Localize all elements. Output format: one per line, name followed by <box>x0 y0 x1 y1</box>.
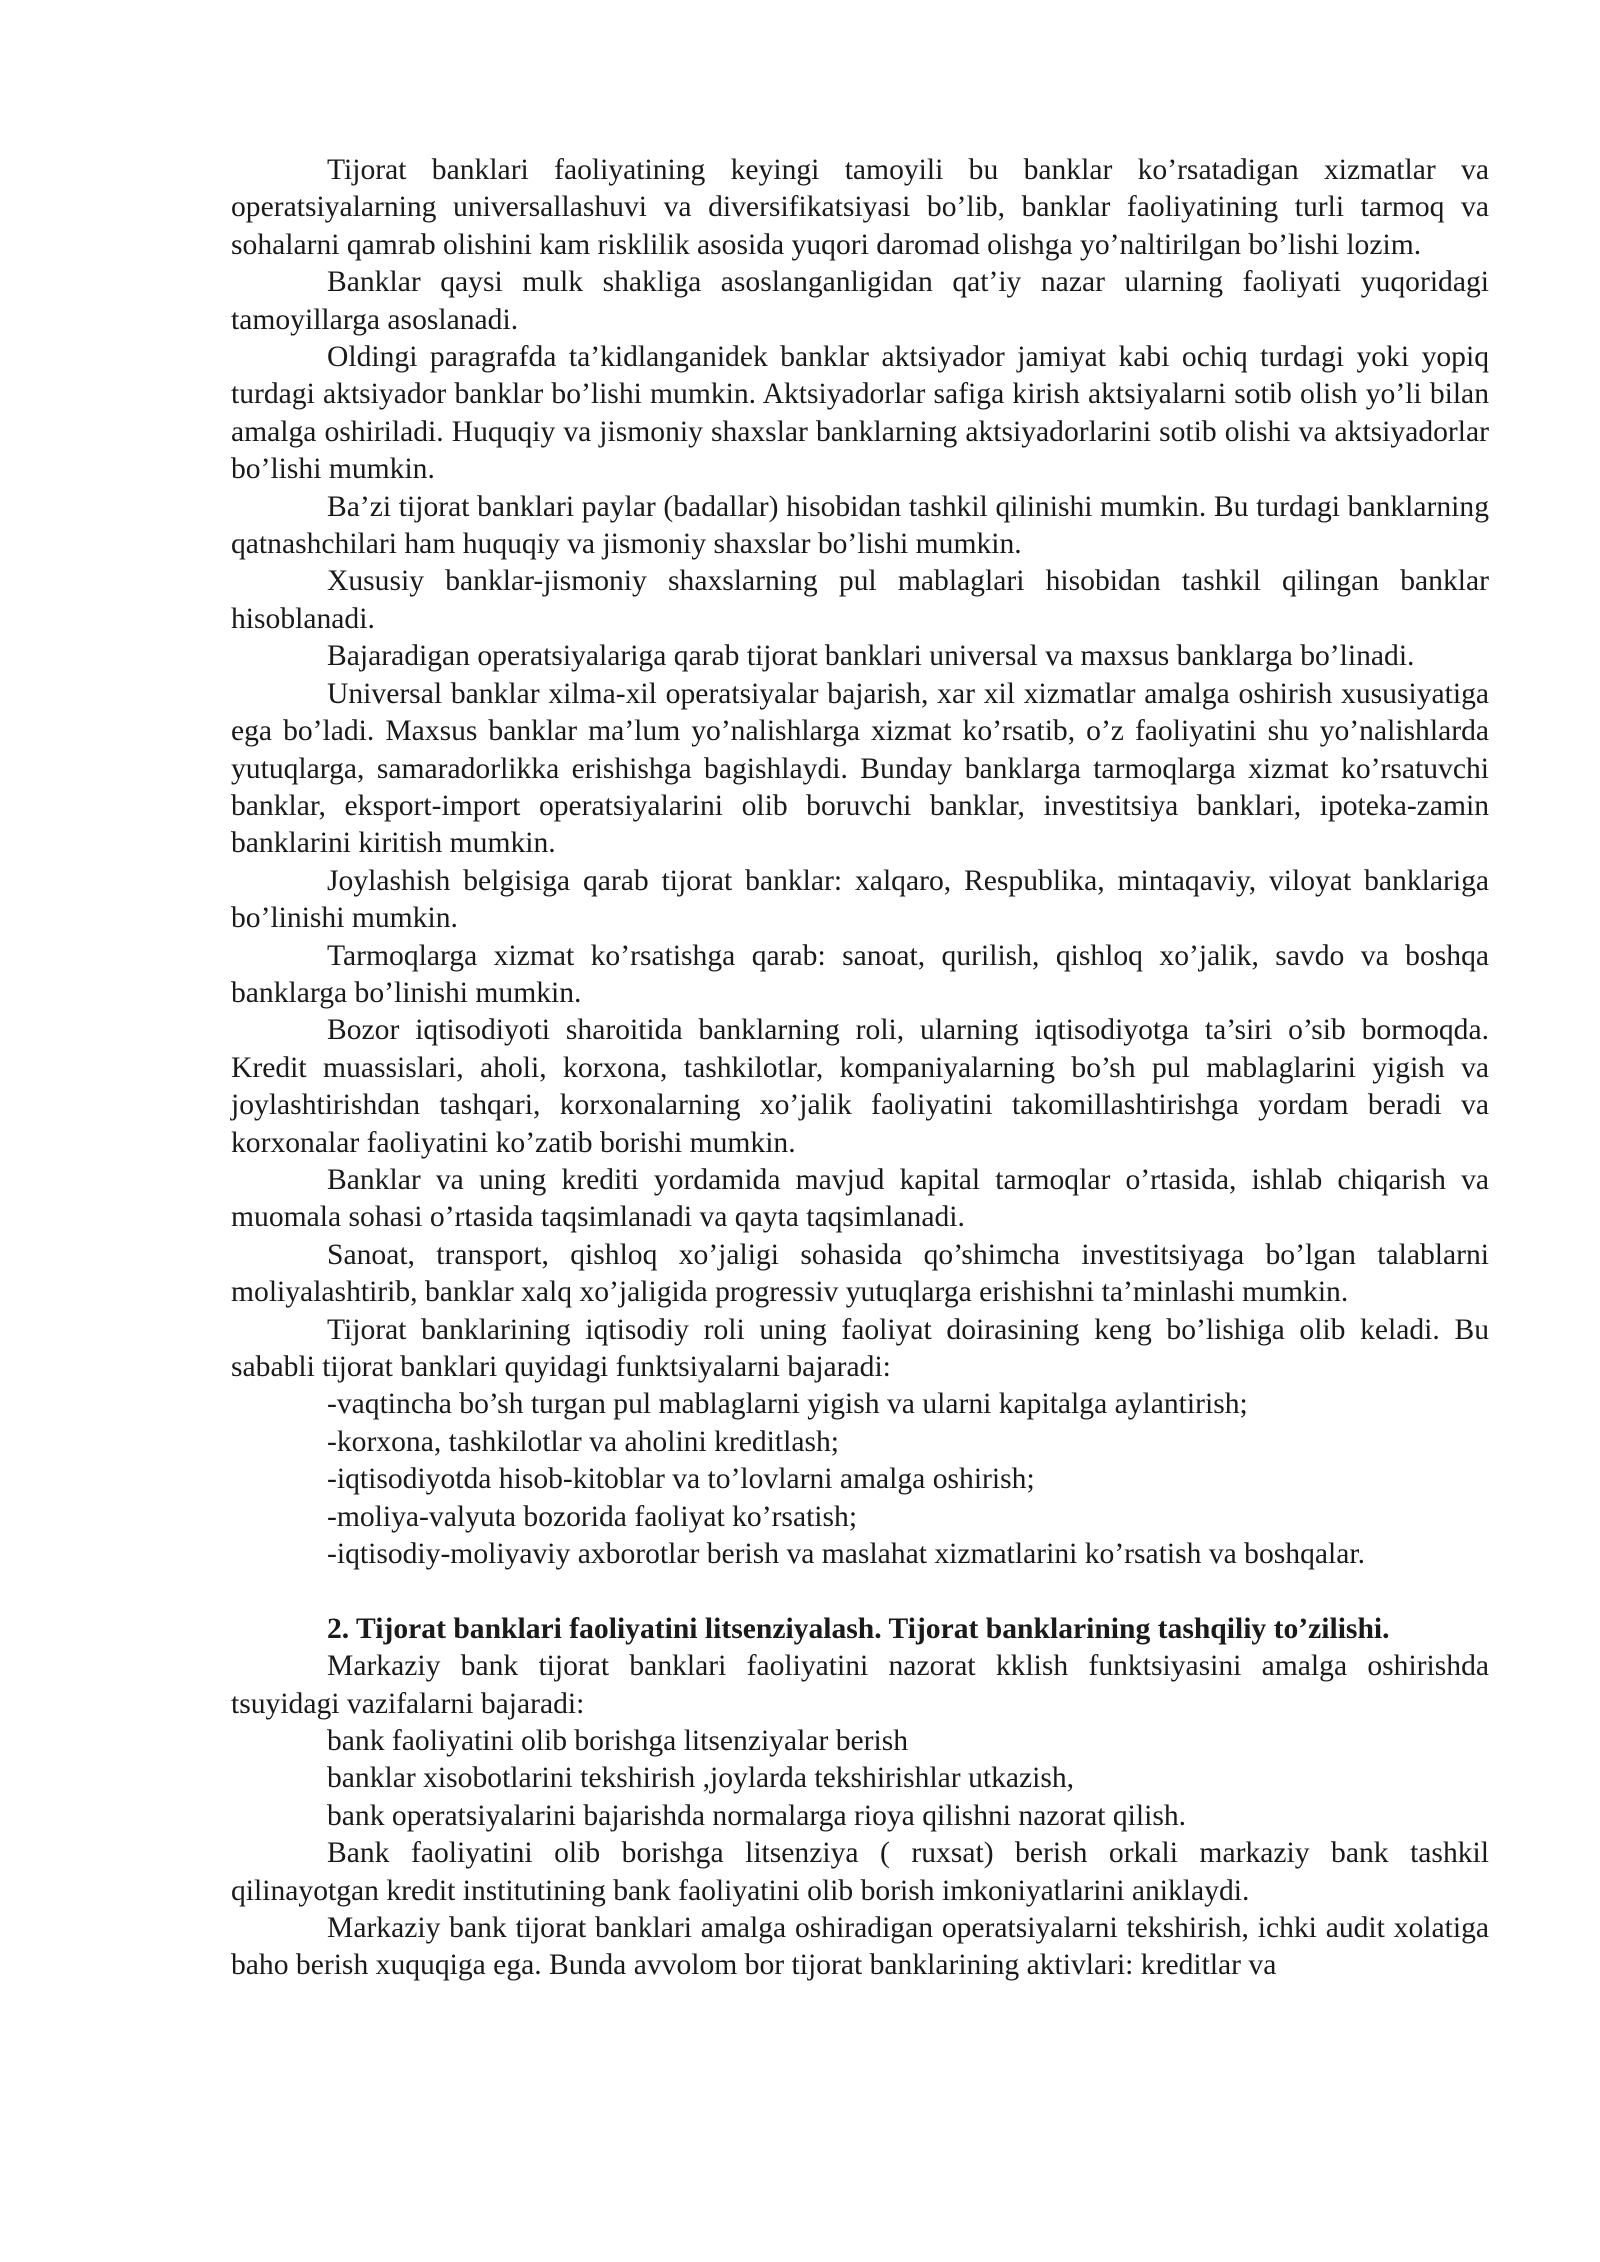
paragraph: Tarmoqlarga xizmat ko’rsatishga qarab: sanoat, qurilish, qishloq xo’jalik, savdo va boshqa banklarga bo’linishi mumkin. <box>231 939 1489 1009</box>
paragraph: Markaziy bank tijorat banklari faoliyatini nazorat kklish funktsiyasini amalga oshirishda tsuyidagi vazifalarni bajaradi: <box>231 1650 1489 1720</box>
paragraph: Bozor iqtisodiyoti sharoitida banklarning roli, ularning iqtisodiyotga ta’siri o’sib bormoqda. Kredit muassislari, aholi, korxona, tashkilotlar, kompaniyalarning bo’sh pul mablaglarini yigish va joylashtirishdan tashqari, korxonalarning xo’jalik faoliyatini takomillashtirishga yordam beradi va korxonalar faoliyatini ko’zatib borishi mumkin. <box>231 1014 1489 1159</box>
paragraph: Bajaradigan operatsiyalariga qarab tijorat banklari universal va maxsus banklarga bo’linadi. <box>327 640 1415 673</box>
section-heading: 2. Tijorat banklari faoliyatini litsenziyalash. Tijorat banklarining tashqiliy to’zilishi. <box>327 1612 1390 1645</box>
list-item: -iqtisodiy-moliyaviy axborotlar berish va maslahat xizmatlarini ko’rsatish va boshqalar. <box>327 1538 1365 1571</box>
paragraph: Banklar qaysi mulk shakliga asoslanganligidan qat’iy nazar ularning faoliyati yuqoridagi tamoyillarga asoslanadi. <box>231 266 1489 336</box>
duties-list <box>231 1723 1489 1835</box>
list-item: bank operatsiyalarini bajarishda normalarga rioya qilishni nazorat qilish. <box>327 1799 1187 1832</box>
document-page <box>231 152 1489 1985</box>
paragraph: Ba’zi tijorat banklari paylar (badallar) hisobidan tashkil qilinishi mumkin. Bu turdagi banklarning qatnashchilari ham huquqiy va jismoniy shaxslar bo’lishi mumkin. <box>231 490 1489 561</box>
list-item: -vaqtincha bo’sh turgan pul mablaglarni yigish va ularni kapitalga aylantirish; <box>327 1388 1248 1421</box>
list-item: -iqtisodiyotda hisob-kitoblar va to’lovlarni amalga oshirish; <box>327 1463 1035 1496</box>
paragraph: Tijorat banklarining iqtisodiy roli uning faoliyat doirasining keng bo’lishiga olib keladi. Bu sababli tijorat banklari quyidagi funktsiyalarni bajaradi: <box>231 1313 1489 1383</box>
paragraph: Sanoat, transport, qishloq xo’jaligi sohasida qo’shimcha investitsiyaga bo’lgan talablarni moliyalashtirib, banklar xalq xo’jaligida progressiv yutuqlarga erishishni ta’minlashi mumkin. <box>231 1238 1489 1309</box>
paragraph: Xususiy banklar-jismoniy shaxslarning pul mablaglari hisobidan tashkil qilingan banklar hisoblanadi. <box>231 565 1489 635</box>
list-item: bank faoliyatini olib borishga litsenziyalar berish <box>327 1725 909 1758</box>
list-item: -korxona, tashkilotlar va aholini kreditlash; <box>327 1425 840 1458</box>
paragraph: Oldingi paragrafda ta’kidlanganidek banklar aktsiyador jamiyat kabi ochiq turdagi yoki yopiq turdagi aktsiyador banklar bo’lishi mumkin. Aktsiyadorlar safiga kirish aktsiyalarni sotib olish yo’li bilan amalga oshiriladi. Huquqiy va jismoniy shaxslar banklarning aktsiyadorlarini sotib olishi va aktsiyadorlar bo’lishi mumkin. <box>231 341 1489 486</box>
paragraph: Banklar va uning krediti yordamida mavjud kapital tarmoqlar o’rtasida, ishlab chiqarish va muomala sohasi o’rtasida taqsimlanadi va qayta taqsimlanadi. <box>231 1163 1489 1234</box>
paragraph: Bank faoliyatini olib borishga litsenziya ( ruxsat) berish orkali markaziy bank tashkil qilinayotgan kredit institutining bank faoliyatini olib borish imkoniyatlarini aniklaydi. <box>231 1837 1489 1907</box>
paragraph: Markaziy bank tijorat banklari amalga oshiradigan operatsiyalarni tekshirish, ichki audit xolatiga baho berish xuquqiga ega. Bunda avvolom bor tijorat banklarining aktivlari: kreditlar va <box>231 1912 1489 1982</box>
functions-list <box>231 1386 1489 1573</box>
list-item: banklar xisobotlarini tekshirish ,joylarda tekshirishlar utkazish, <box>327 1762 1075 1795</box>
paragraph: Tijorat banklari faoliyatining keyingi tamoyili bu banklar ko’rsatadigan xizmatlar va operatsiyalarning universallashuvi va diversifikatsiyasi bo’lib, banklar faoliyatining turli tarmoq va sohalarni qamrab olishini kam risklilik asosida yuqori daromad olishga yo’naltirilgan bo’lishi lozim. <box>231 154 1489 261</box>
list-item: -moliya-valyuta bozorida faoliyat ko’rsatish; <box>327 1500 858 1533</box>
paragraph: Universal banklar xilma-xil operatsiyalar bajarish, xar xil xizmatlar amalga oshirish xususiyatiga ega bo’ladi. Maxsus banklar ma’lum yo’nalishlarga xizmat ko’rsatib, o’z faoliyatini shu yo’nalishlarda yutuqlarga, samaradorlikka erishishga bagishlaydi. Bunday banklarga tarmoqlarga xizmat ko’rsatuvchi banklar, eksport-import operatsiyalarini olib boruvchi banklar, investitsiya banklari, ipoteka-zamin banklarini kiritish mumkin. <box>231 677 1489 860</box>
paragraph: Joylashish belgisiga qarab tijorat banklar: xalqaro, Respublika, mintaqaviy, viloyat banklariga bo’linishi mumkin. <box>231 864 1489 935</box>
